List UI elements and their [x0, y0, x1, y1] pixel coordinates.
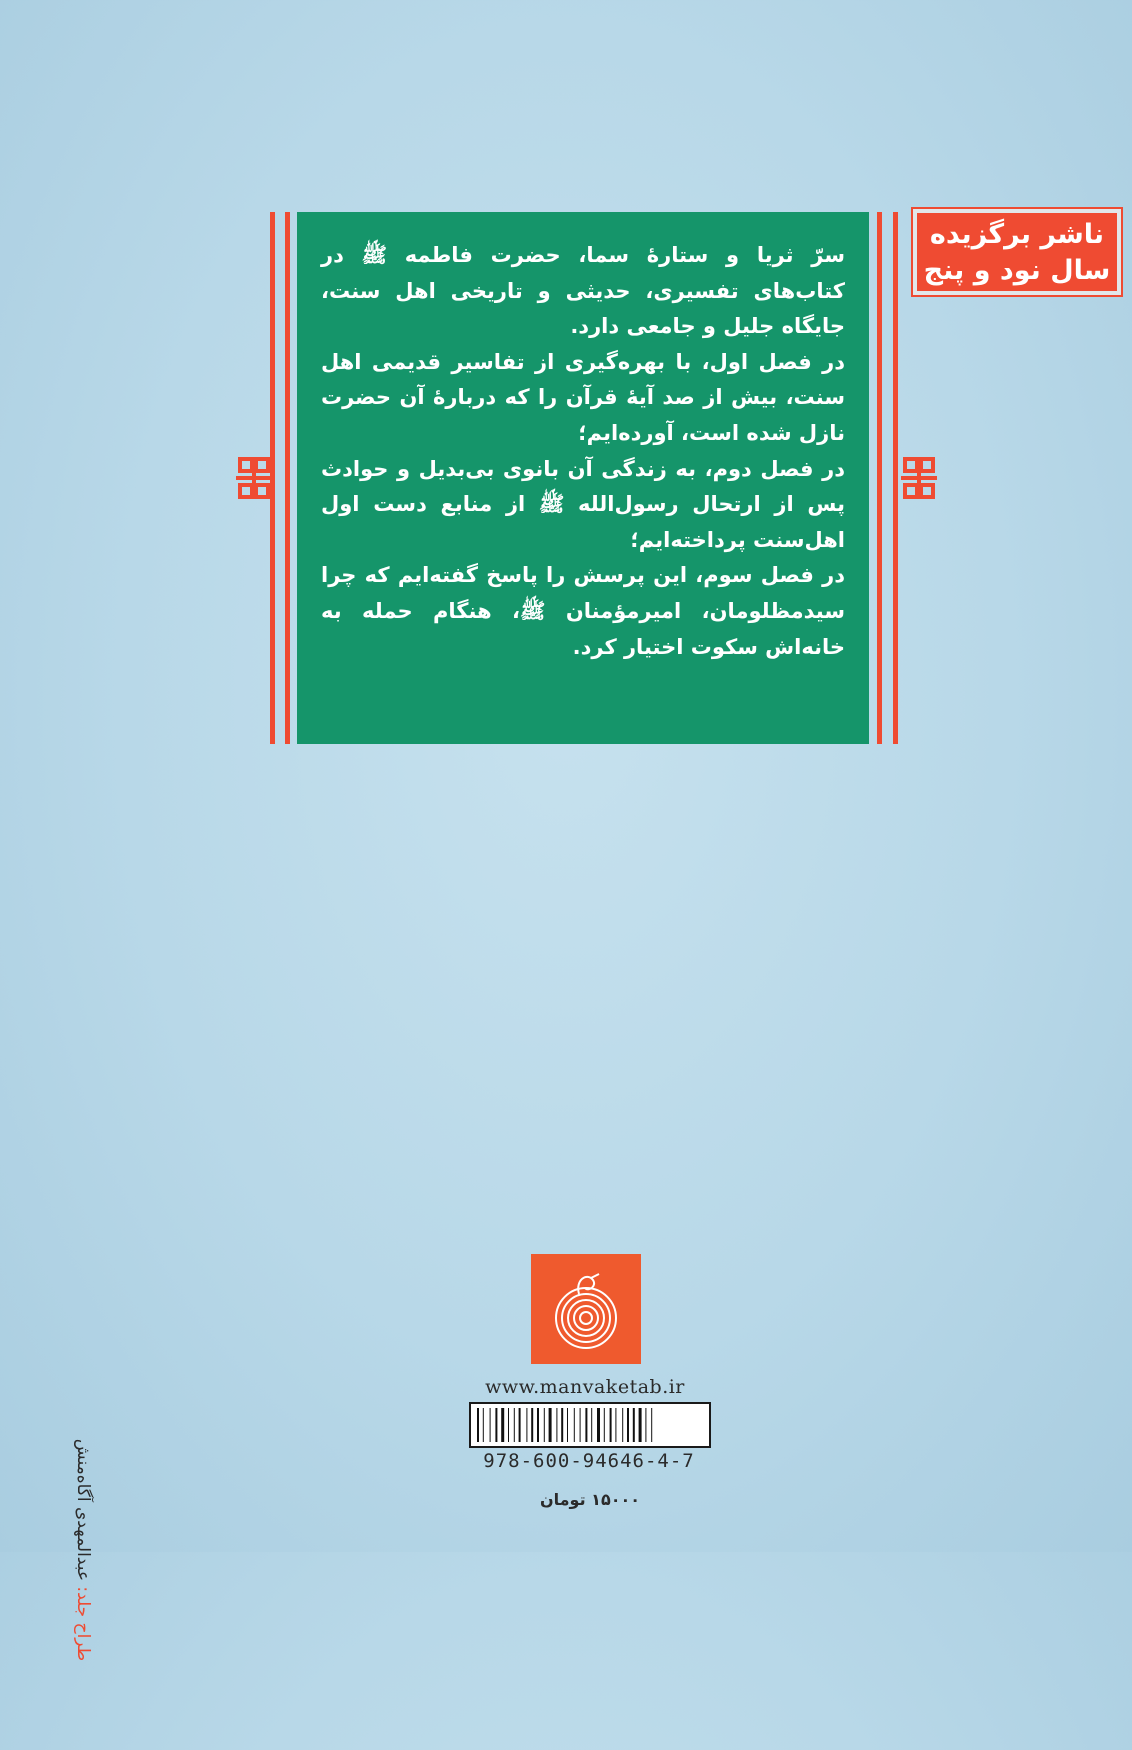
barcode-bar [514, 1408, 515, 1442]
barcode-bar [633, 1408, 635, 1442]
award-badge [913, 209, 1121, 295]
isbn-number: 978-600-94646-4-7 [483, 1450, 695, 1472]
barcode-bar [574, 1408, 575, 1442]
right-outer-rule [893, 212, 898, 744]
publisher-website: www.manvaketab.ir [485, 1376, 685, 1398]
award-badge-line-2: سال نود و پنج [923, 255, 1111, 286]
award-badge-line-1: ناشر برگزیده [929, 219, 1105, 250]
barcode-bar [622, 1408, 623, 1442]
barcode-bar [645, 1408, 646, 1442]
cover-designer-credit [73, 1350, 93, 1750]
barcode-bar [561, 1408, 563, 1442]
barcode-bar [651, 1408, 652, 1442]
barcode-bar [544, 1408, 545, 1442]
barcode-bar [501, 1408, 504, 1442]
barcode-bar [531, 1408, 533, 1442]
isbn-barcode [469, 1402, 711, 1448]
barcode-bar [549, 1408, 552, 1442]
price-label: ۱۵۰۰۰ تومان [539, 1490, 640, 1509]
barcode-bar [490, 1408, 491, 1442]
barcode-bar [615, 1408, 616, 1442]
right-knot-ornament-icon [899, 455, 939, 501]
blurb-paragraph-chapter-1: در فصل اول، با بهره‌گیری از تفاسیر قدیمی اهل سنت، بیش از صد آیهٔ قرآن را که دربارهٔ آن حضرت نازل شده است، آورده‌ایم؛ [321, 349, 845, 445]
cover-designer-name: عبدالمهدی آگاه‌منش [73, 1438, 93, 1581]
barcode-bar [567, 1408, 568, 1442]
barcode-bar [610, 1408, 612, 1442]
publisher-logo-icon [531, 1254, 641, 1364]
barcode-bar [483, 1408, 484, 1442]
blurb-paragraph-chapter-2: در فصل دوم، به زندگی آن بانوی بی‌بدیل و حوادث پس از ارتحال رسول‌الله ﷺ از منابع دست اول اهل‌سنت پرداخته‌ایم؛ [321, 456, 845, 552]
left-inner-rule [285, 212, 290, 744]
blurb-paragraph-chapter-3: در فصل سوم، این پرسش را پاسخ گفته‌ایم که چرا سیدمظلومان، امیرمؤمنان ﷺ، هنگام حمله به خانه‌اش سکوت اختیار کرد. [321, 563, 845, 659]
barcode-bar [580, 1408, 581, 1442]
barcode-bar [639, 1408, 642, 1442]
barcode-bar [585, 1408, 587, 1442]
barcode-bar [597, 1408, 600, 1442]
barcode-bar [591, 1408, 592, 1442]
cover-designer-role: طراح جلد: [73, 1586, 93, 1662]
barcode-bar [627, 1408, 629, 1442]
barcode-bar [495, 1408, 497, 1442]
barcode-bar [477, 1408, 479, 1442]
barcode-bar [526, 1408, 527, 1442]
right-inner-rule [877, 212, 882, 744]
left-knot-ornament-icon [234, 455, 274, 501]
barcode-bar [604, 1408, 605, 1442]
barcode-bar [556, 1408, 557, 1442]
barcode-bar [508, 1408, 509, 1442]
blurb-paragraph-intro: سرّ ثریا و ستارهٔ سما، حضرت فاطمه ﷺ در کتاب‌های تفسیری، حدیثی و تاریخی اهل سنت، جایگاه جلیل و جامعی دارد. [321, 243, 845, 339]
barcode-bar [519, 1408, 521, 1442]
barcode-bar [537, 1408, 539, 1442]
blurb-panel [297, 212, 869, 744]
